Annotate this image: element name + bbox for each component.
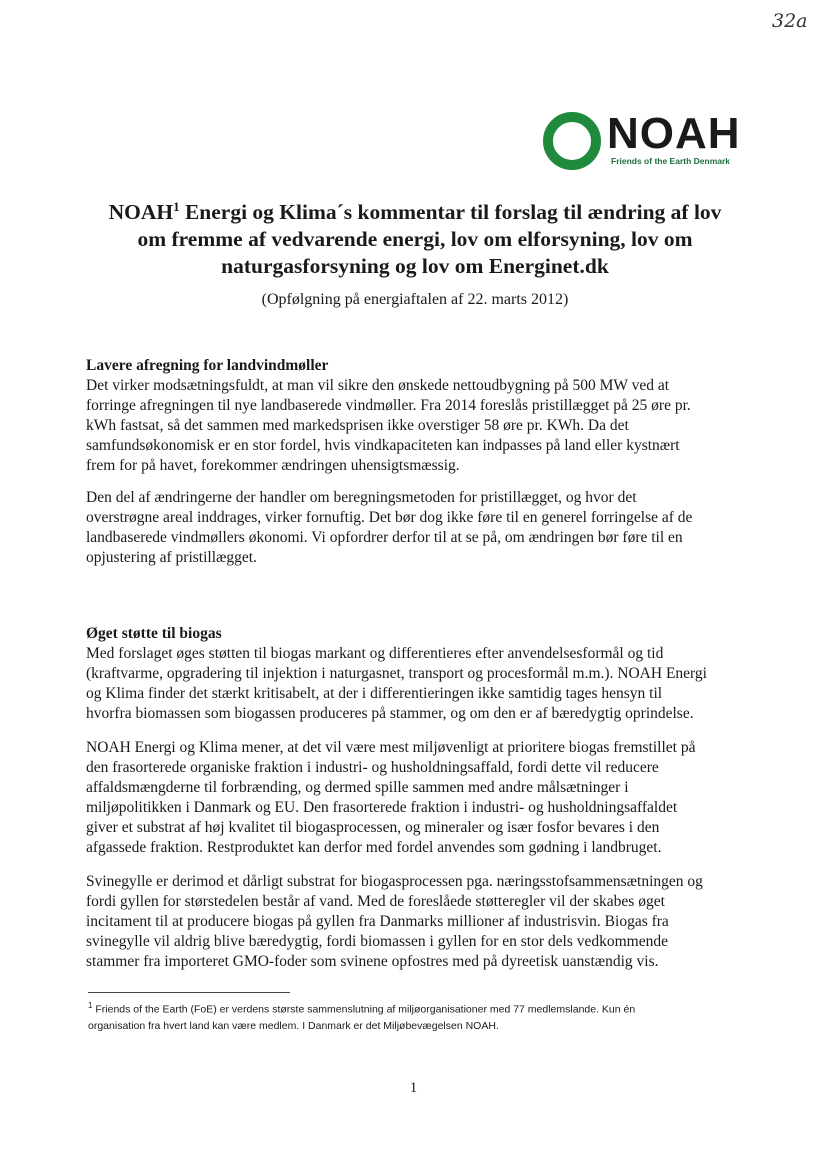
paragraph: Svinegylle er derimod et dårligt substrat for biogasprocessen pga. næringsstofsammensætningen og fordi gyllen for størstedelen består af vand. Med de foreslåede støtteregler vil der skabes øget incitament til at producere biogas på gyllen fra Danmarks millioner af industrisvin. Biogas fra svinegylle vil aldrig blive bæredygtig, fordi biomassen i gyllen for en stor dels vedkommende stammer fra importeret GMO-foder som svinene opfostres med på dyreetisk uanstændig vis. (86, 873, 703, 970)
document-title (90, 193, 740, 280)
paragraph: Den del af ændringerne der handler om beregningsmetoden for pristillægget, og hvor det overstrøgne areal inddrages, virker fornuftig. Det bør dog ikke føre til en generel forringelse af de landbaserede vindmøllers økonomi. Vi opfordrer derfor til at se på, om ændringen bør føre til en opjustering af pristillægget. (86, 489, 693, 566)
ring-logo-icon (541, 110, 603, 172)
title-line-1: NOAH$^1$ Energi og Klima´s kommentar til forslag til ændring af lov (108, 199, 722, 225)
paragraph: Med forslaget øges støtten til biogas markant og differentieres efter anvendelsesformål og tid (kraftvarme, opgradering til injektion i naturgasnet, transport og procesformål m.m.). NOAH Energi og Klima finder det stærkt kritisabelt, at der i differentieringen ikke samtidig tages hensyn til hvorfra biomassen som biogassen produceres på stammer, og om den er af bæredygtig oprindelse. (86, 645, 707, 722)
section-biogas (86, 624, 761, 724)
paragraph: Det virker modsætningsfuldt, at man vil sikre den ønskede nettoudbygning på 500 MW ved at forringe afregningen til nye landbaserede vindmøller. Fra 2014 foreslås pristillægget på 25 øre pr. kWh fastsat, så det sammen med markedsprisen ikke overstiger 58 øre pr. KWh. Da det samfundsøkonomisk er en stor fordel, hvis vindkapaciteten kan indpasses på land eller kystnært frem for på havet, forekommer ændringen uhensigtsmæssig. (86, 377, 691, 474)
footnote-ref: 1 (173, 199, 180, 214)
footnote-divider (88, 992, 290, 993)
footnote: $^1$ Friends of the Earth (FoE) er verdens største sammenslutning af miljøorganisationer med 77 medlemslande. Kun én organisation fra hvert land kan være medlem. I Danmark er det Miljøbevægelsen NOAH. (88, 1001, 636, 1032)
title-line-2: om fremme af vedvarende energi, lov om elforsyning, lov om (137, 227, 693, 252)
document-subtitle: (Opfølgning på energiaftalen af 22. marts 2012) (261, 291, 569, 308)
noah-logo (541, 110, 756, 172)
title-line-3: naturgasforsyning og lov om Energinet.dk (221, 254, 609, 279)
section-landvindmoller (86, 356, 761, 476)
handwritten-page-number: 32a (772, 10, 808, 32)
logo-wordmark: NOAH (607, 109, 741, 158)
logo-tagline: Friends of the Earth Denmark (611, 156, 731, 166)
page-number: 1 (409, 1080, 418, 1096)
section-heading: Øget støtte til biogas (86, 625, 222, 642)
paragraph: NOAH Energi og Klima mener, at det vil være mest miljøvenligt at prioritere biogas fremstillet på den frasorterede organiske fraktion i industri- og husholdningsaffald, fordi dette vil reducere affaldsmængderne til forbrænding, og dermed spille sammen med andre målsætninger i miljøpolitikken i Danmark og EU. Den frasorterede fraktion i industri- og husholdningsaffaldet giver et substrat af høj kvalitet til biogasprocessen, og mineraler og især fosfor bevares i den afgassede fraktion. Restproduktet kan derfor med fordel anvendes som gødning i landbruget. (86, 739, 696, 856)
section-heading: Lavere afregning for landvindmøller (86, 357, 329, 374)
